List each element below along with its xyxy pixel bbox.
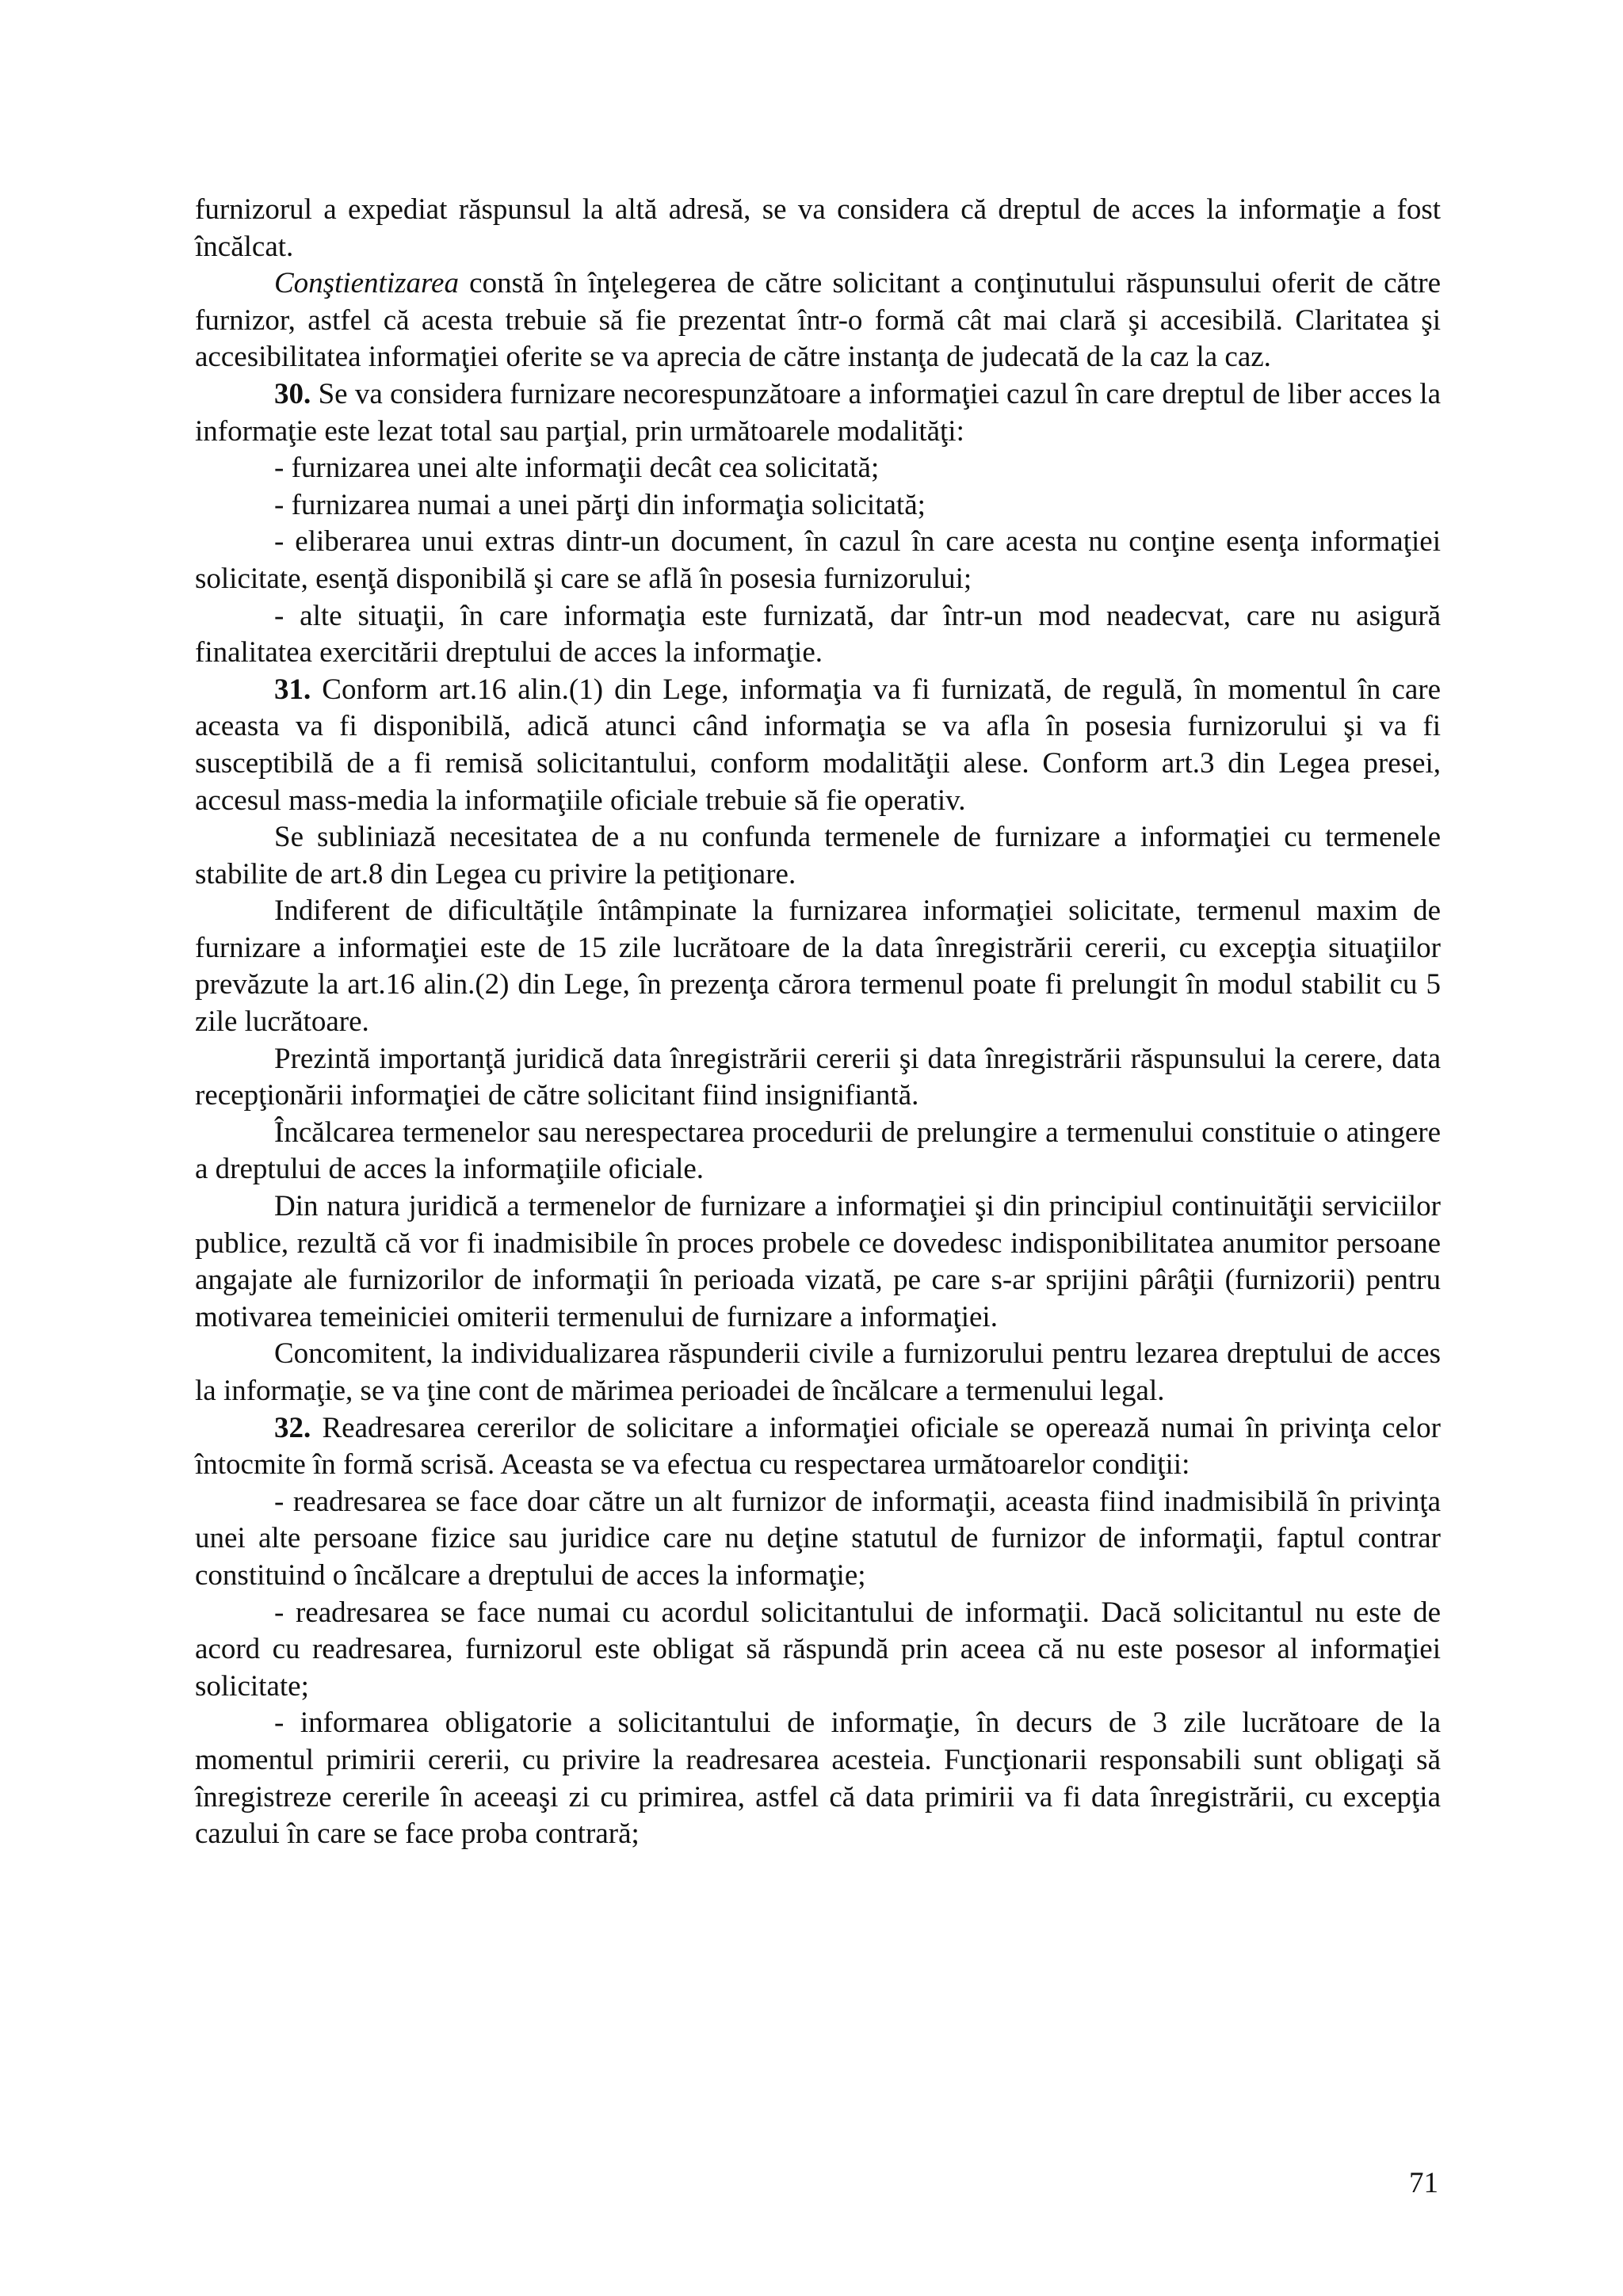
list-item: - readresarea se face doar către un alt furnizor de informaţii, aceasta fiind inadmisibilă în privinţa unei alte persoane fizice sau juridice care nu deţine statutul de furnizor de informaţii, faptul contrar constituind o încălcare a dreptului de acces la informaţie; <box>195 1485 1441 1592</box>
list-item: - furnizarea numai a unei părţi din informaţia solicitată; <box>274 488 926 521</box>
point-number: 32. <box>274 1411 311 1444</box>
page-body <box>195 192 1441 1853</box>
list-item: - alte situaţii, în care informaţia este furnizată, dar într-un mod neadecvat, care nu asigură finalitatea exercitării dreptului de acces la informaţie. <box>195 599 1441 669</box>
emphasized-term: Conştientizarea <box>274 267 459 300</box>
paragraph: Din natura juridică a termenelor de furnizare a informaţiei şi din principiul continuităţii serviciilor publice, rezultă că vor fi inadmisibile în proces probele ce dovedesc indisponibilitatea anumitor persoane angajate ale furnizorilor de informaţii în perioada vizată, pe care s-ar sprijini pârâţii (furnizorii) pentru motivarea temeiniciei omiterii termenului de furnizare a informaţiei. <box>195 1190 1441 1333</box>
paragraph: Prezintă importanţă juridică data înregistrării cererii şi data înregistrării răspunsului la cerere, data recepţionării informaţiei de către solicitant fiind insignifiantă. <box>195 1042 1441 1112</box>
paragraph-point-31: 31. Conform art.16 alin.(1) din Lege, informaţia va fi furnizată, de regulă, în momentul în care aceasta va fi disponibilă, adică atunci când informaţia se va afla în posesia furnizorului şi va fi susceptibilă de a fi remisă solicitantului, conform modalităţii alese. Conform art.3 din Legea presei, accesul mass-media la informaţiile oficiale trebuie să fie operativ. <box>195 673 1441 817</box>
paragraph: Se subliniază necesitatea de a nu confunda termenele de furnizare a informaţiei cu termenele stabilite de art.8 din Legea cu privire la petiţionare. <box>195 821 1441 891</box>
paragraph: Indiferent de dificultăţile întâmpinate la furnizarea informaţiei solicitate, termenul maxim de furnizare a informaţiei este de 15 zile lucrătoare de la data înregistrării cererii, cu excepţia situaţiilor prevăzute la art.16 alin.(2) din Lege, în prezenţa cărora termenul poate fi prelungit în modul stabilit cu 5 zile lucrătoare. <box>195 894 1441 1039</box>
paragraph: Încălcarea termenelor sau nerespectarea procedurii de prelungire a termenului constituie o atingere a dreptului de acces la informaţiile oficiale. <box>195 1116 1441 1186</box>
paragraph-point-32: 32. Readresarea cererilor de solicitare a informaţiei oficiale se operează numai în privinţa celor întocmite în formă scrisă. Aceasta se va efectua cu respectarea următoarelor condiţii: <box>195 1411 1441 1482</box>
paragraph-constientizarea: Conştientizarea constă în înţelegerea de către solicitant a conţinutului răspunsului oferit de către furnizor, astfel că acesta trebuie să fie prezentat într-o formă cât mai clară şi accesibilă. Claritatea şi accesibilitatea informaţiei oferite se va aprecia de către instanţa de judecată de la caz la caz. <box>195 267 1441 374</box>
paragraph-point-30: 30. Se va considera furnizare necorespunzătoare a informaţiei cazul în care dreptul de liber acces la informaţie este lezat total sau parţial, prin următoarele modalităţi: <box>195 377 1441 448</box>
list-item: - informarea obligatorie a solicitantului de informaţie, în decurs de 3 zile lucrătoare de la momentul primirii cererii, cu privire la readresarea acesteia. Funcţionarii responsabili sunt obligaţi să înregistreze cererile în aceeaşi zi cu primirea, astfel că data primirii va fi data înregistrării, cu excepţia cazului în care se face proba contrară; <box>195 1707 1441 1851</box>
paragraph-1: furnizorul a expediat răspunsul la altă adresă, se va considera că dreptul de acces la informaţie a fost încălcat. <box>195 193 1441 263</box>
list-item: - furnizarea unei alte informaţii decât cea solicitată; <box>274 452 880 485</box>
page-number: 71 <box>1409 2167 1438 2199</box>
list-item: - readresarea se face numai cu acordul solicitantului de informaţii. Dacă solicitantul nu este de acord cu readresarea, furnizorul este obligat să răspundă prin aceea că nu este posesor al informaţiei solicitate; <box>195 1596 1441 1703</box>
point-number: 30. <box>274 377 311 410</box>
list-item: - eliberarea unui extras dintr-un document, în cazul în care acesta nu conţine esenţa informaţiei solicitate, esenţă disponibilă şi care se află în posesia furnizorului; <box>195 525 1441 595</box>
paragraph: Concomitent, la individualizarea răspunderii civile a furnizorului pentru lezarea dreptului de acces la informaţie, se va ţine cont de mărimea perioadei de încălcare a termenului legal. <box>195 1337 1441 1407</box>
point-number: 31. <box>274 673 311 706</box>
